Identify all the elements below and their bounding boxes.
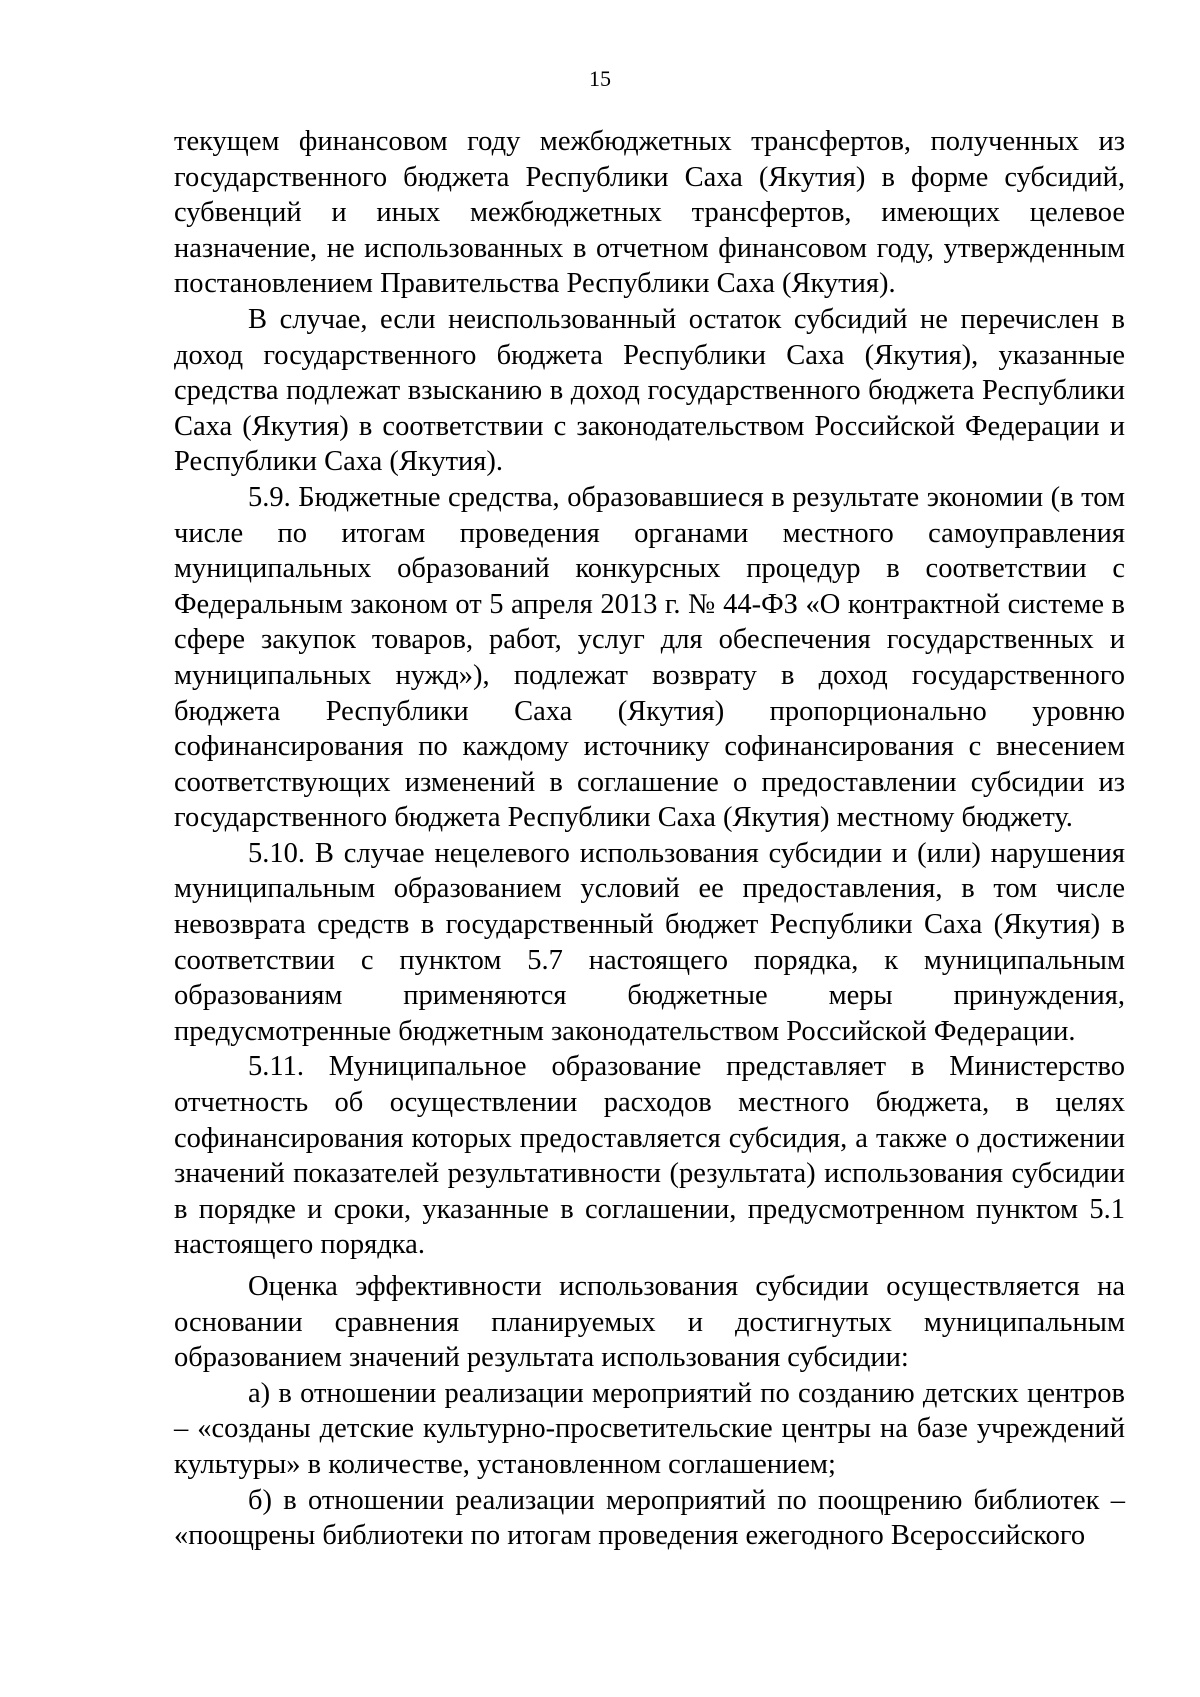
document-body: [174, 124, 1125, 1554]
list-item-b: б) в отношении реализации мероприятий по поощрению библиотек – «поощрены библиотеки по итогам проведения ежегодного Всероссийского: [174, 1484, 1125, 1552]
paragraph-5-11: 5.11. Муниципальное образование представляет в Министерство отчетность об осуществлении расходов местного бюджета, в целях софинансирования которых предоставляется субсидия, а также о достижении значений показателей результативности (результата) использования субсидии в порядке и сроки, указанные в соглашении, предусмотренном пунктом 5.1 настоящего порядка.: [174, 1051, 1125, 1261]
list-item-a: а) в отношении реализации мероприятий по созданию детских центров – «созданы детские культурно-просветительские центры на базе учреждений культуры» в количестве, установленном соглашением;: [174, 1377, 1125, 1480]
paragraph-5-9: 5.9. Бюджетные средства, образовавшиеся в результате экономии (в том числе по итогам проведения органами местного самоуправления муниципальных образований конкурсных процедур в соответствии с Федеральным законом от 5 апреля 2013 г. № 44-ФЗ «О контрактной системе в сфере закупок товаров, работ, услуг для обеспечения государственных и муниципальных нужд»), подлежат возврату в доход государственного бюджета Республики Саха (Якутия) пропорционально уровню софинансирования по каждому источнику софинансирования с внесением соответствующих изменений в соглашение о предоставлении субсидии из государственного бюджета Республики Саха (Якутия) местному бюджету.: [174, 481, 1125, 834]
paragraph-unspent-balance: В случае, если неиспользованный остаток субсидий не перечислен в доход государственного бюджета Республики Саха (Якутия), указанные средства подлежат взысканию в доход государственного бюджета Республики Саха (Якутия) в соответствии с законодательством Российской Федерации и Республики Саха (Якутия).: [174, 303, 1125, 478]
paragraph-5-10: 5.10. В случае нецелевого использования субсидии и (или) нарушения муниципальным образованием условий ее предоставления, в том числе невозврата средств в государственный бюджет Республики Саха (Якутия) в соответствии с пунктом 5.7 настоящего порядка, к муниципальным образованиям применяются бюджетные меры принуждения, предусмотренные бюджетным законодательством Российской Федерации.: [174, 837, 1125, 1047]
page-number: 15: [589, 66, 611, 91]
paragraph-continuation: текущем финансовом году межбюджетных трансфертов, полученных из государственного бюджета Республики Саха (Якутия) в форме субсидий, субвенций и иных межбюджетных трансфертов, имеющих целевое назначение, не использованных в отчетном финансовом году, утвержденным постановлением Правительства Республики Саха (Якутия).: [174, 126, 1125, 300]
paragraph-efficiency-assessment: Оценка эффективности использования субсидии осуществляется на основании сравнения планируемых и достигнутых муниципальным образованием значений результата использования субсидии:: [174, 1271, 1125, 1374]
